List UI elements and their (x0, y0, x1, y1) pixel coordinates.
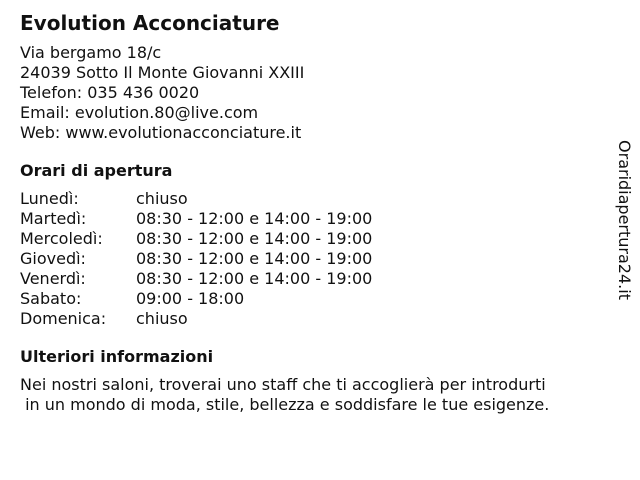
day-label: Sabato: (20, 289, 82, 308)
hours-row-thursday (20, 249, 372, 269)
phone-line: Telefon: 035 436 0020 (20, 83, 200, 102)
business-name: Evolution Acconciature (20, 11, 280, 35)
street-address: Via bergamo 18/c (20, 43, 162, 62)
day-hours: chiuso (136, 309, 188, 328)
more-info-text (20, 375, 610, 415)
hours-row-monday (20, 189, 372, 209)
day-hours: 08:30 - 12:00 e 14:00 - 19:00 (136, 229, 373, 248)
day-hours: 08:30 - 12:00 e 14:00 - 19:00 (136, 249, 373, 268)
opening-hours-table (20, 189, 372, 329)
day-hours: chiuso (136, 189, 188, 208)
more-info-heading: Ulteriori informazioni (20, 347, 214, 366)
day-hours: 08:30 - 12:00 e 14:00 - 19:00 (136, 209, 373, 228)
day-label: Martedì: (20, 209, 87, 228)
hours-row-saturday (20, 289, 372, 309)
day-label: Lunedì: (20, 189, 79, 208)
hours-row-tuesday (20, 209, 372, 229)
hours-row-wednesday (20, 229, 372, 249)
day-label: Giovedì: (20, 249, 86, 268)
city-address: 24039 Sotto Il Monte Giovanni XXIII (20, 63, 305, 82)
address-block (20, 43, 610, 143)
opening-hours-heading: Orari di apertura (20, 161, 173, 180)
day-hours: 09:00 - 18:00 (136, 289, 245, 308)
info-line-2: in un mondo di moda, stile, bellezza e soddisfare le tue esigenze. (20, 395, 550, 414)
day-label: Venerdì: (20, 269, 86, 288)
day-label: Mercoledì: (20, 229, 103, 248)
hours-row-sunday (20, 309, 372, 329)
day-hours: 08:30 - 12:00 e 14:00 - 19:00 (136, 269, 373, 288)
day-label: Domenica: (20, 309, 107, 328)
email-line: Email: evolution.80@live.com (20, 103, 259, 122)
web-line: Web: www.evolutionacconciature.it (20, 123, 302, 142)
hours-row-friday (20, 269, 372, 289)
site-watermark: Oraridiapertura24.it (615, 140, 634, 300)
info-line-1: Nei nostri saloni, troverai uno staff che ti accoglierà per introdurti (20, 375, 546, 394)
business-card (20, 10, 610, 415)
